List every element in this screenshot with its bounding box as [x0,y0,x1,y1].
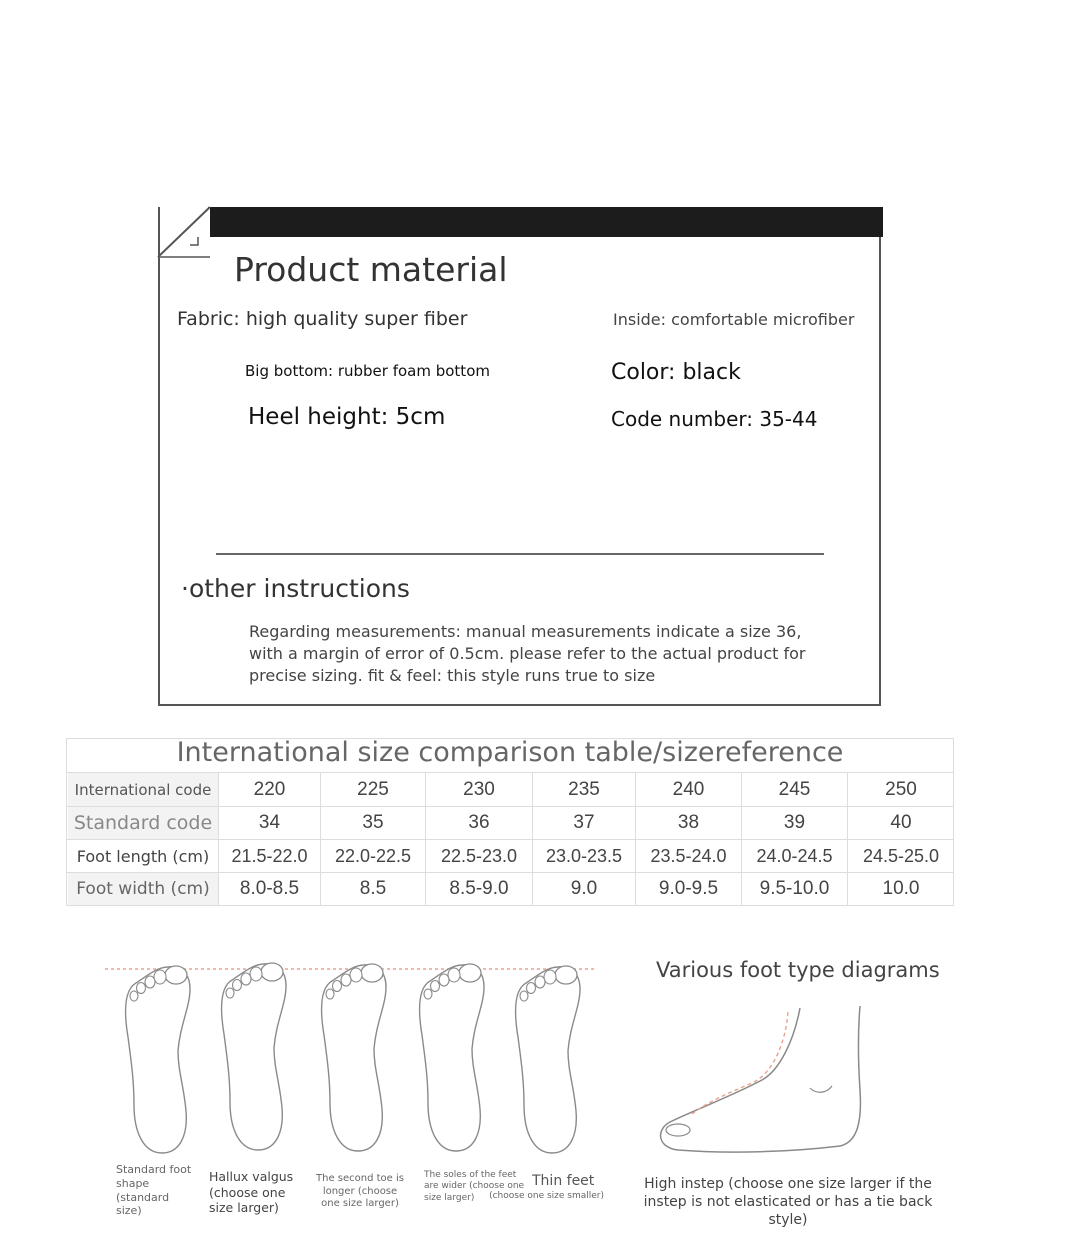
caption-second-toe: The second toe is longer (choose one size larger) [316,1173,404,1209]
section-divider [216,553,824,555]
table-cell: 230 [425,773,532,806]
table-cell: 240 [635,773,741,806]
table-cell: 8.5 [320,873,425,905]
table-cell: 39 [741,807,847,839]
caption-thin: Thin feet [532,1173,595,1189]
table-cell: 23.5-24.0 [635,840,741,872]
table-cell: 24.5-25.0 [847,840,954,872]
table-cell: 8.5-9.0 [425,873,532,905]
table-cell: 220 [218,773,320,806]
table-cell: 245 [741,773,847,806]
foot-shapes-diagram [100,955,610,1170]
thin-foot-icon [516,966,580,1153]
table-cell: 9.0-9.5 [635,873,741,905]
caption-high-instep: High instep (choose one size larger if the instep is not elasticated or has a tie back style) [643,1176,933,1228]
big-bottom-text: Big bottom: rubber foam bottom [245,362,490,380]
wide-sole-foot-icon [420,964,484,1151]
caption-standard: Standard foot shape (standard size) [116,1163,192,1218]
table-cell: 22.0-22.5 [320,840,425,872]
other-instructions-text: Regarding measurements: manual measurements indicate a size 36, with a margin of error of 0.5cm. please refer to the actual product for precise sizing. fit & feel: this style runs true to size [249,622,806,685]
table-row [68,807,954,839]
table-cell: 37 [532,807,635,839]
color-text: Color: black [611,360,741,385]
table-cell: 34 [218,807,320,839]
table-cell: 10.0 [847,873,954,905]
table-row [68,773,954,806]
table-cell: 21.5-22.0 [218,840,320,872]
row-header: Standard code [68,807,218,839]
high-instep-diagram [650,1000,960,1160]
hallux-valgus-foot-icon [222,963,286,1150]
row-header: International code [68,773,218,806]
table-cell: 22.5-23.0 [425,840,532,872]
foot-types-title: Various foot type diagrams [656,958,940,982]
caption-wide-soles: The soles of the feet are wider (choose one size larger) [424,1170,525,1203]
table-cell: 38 [635,807,741,839]
table-cell: 250 [847,773,954,806]
product-material-title: Product material [234,250,508,289]
table-row [68,840,954,872]
other-instructions-title: ·other instructions [181,574,410,603]
table-cell: 9.0 [532,873,635,905]
table-cell: 40 [847,807,954,839]
row-header: Foot length (cm) [68,840,218,872]
size-table-title: International size comparison table/sizereference [176,737,844,768]
table-cell: 8.0-8.5 [218,873,320,905]
caption-thin-note: (choose one size smaller) [489,1191,604,1201]
table-cell: 235 [532,773,635,806]
caption-hallux: Hallux valgus (choose one size larger) [209,1169,294,1216]
inside-text: Inside: comfortable microfiber [613,310,855,329]
code-number-text: Code number: 35-44 [611,407,818,431]
row-header: Foot width (cm) [68,873,218,905]
card-header-bar [208,207,883,237]
folded-corner-icon [156,205,212,259]
table-cell: 36 [425,807,532,839]
standard-foot-icon [126,966,190,1153]
table-cell: 35 [320,807,425,839]
second-toe-foot-icon [322,964,386,1151]
table-cell: 225 [320,773,425,806]
fabric-text: Fabric: high quality super fiber [177,308,468,330]
table-cell: 24.0-24.5 [741,840,847,872]
table-row [68,873,954,905]
heel-height-text: Heel height: 5cm [248,404,446,430]
table-cell: 23.0-23.5 [532,840,635,872]
table-cell: 9.5-10.0 [741,873,847,905]
